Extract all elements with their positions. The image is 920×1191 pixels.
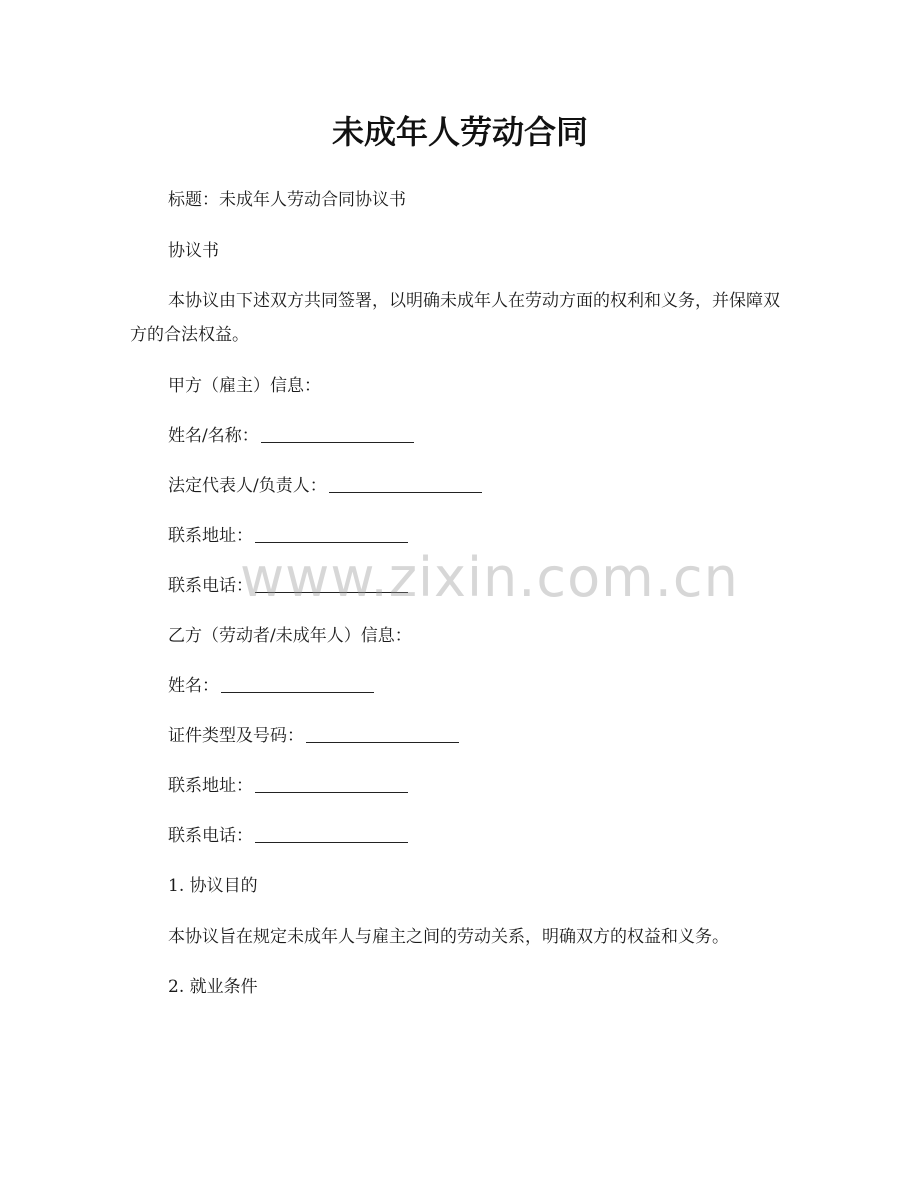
subtitle-line: 标题：未成年人劳动合同协议书	[168, 190, 406, 210]
party-b-phone-label: 联系电话：	[168, 826, 253, 846]
party-a-rep-field	[168, 469, 788, 503]
party-b-phone-field	[168, 819, 788, 853]
party-b-name-blank	[221, 674, 374, 693]
party-b-address-field	[168, 769, 788, 803]
party-b-heading: 乙方（劳动者/未成年人）信息：	[168, 626, 412, 646]
section-1-body: 本协议旨在规定未成年人与雇主之间的劳动关系，明确双方的权益和义务。	[168, 927, 729, 947]
party-b-id-field	[168, 719, 788, 753]
party-b-id-blank	[306, 724, 459, 743]
party-b-phone-blank	[255, 824, 408, 843]
section-1-heading: 1. 协议目的	[168, 876, 258, 896]
agreement-heading: 协议书	[168, 241, 219, 261]
party-b-id-label: 证件类型及号码：	[168, 726, 304, 746]
party-b-address-label: 联系地址：	[168, 776, 253, 796]
party-b-name-label: 姓名：	[168, 676, 219, 696]
intro-paragraph: 本协议由下述双方共同签署，以明确未成年人在劳动方面的权利和义务，并保障双方的合法权益。	[130, 291, 780, 345]
party-a-name-blank	[261, 424, 414, 443]
watermark: www.zixin.com.cn	[240, 546, 739, 609]
party-b-address-blank	[255, 774, 408, 793]
section-2-heading: 2. 就业条件	[168, 977, 258, 997]
party-a-heading: 甲方（雇主）信息：	[168, 376, 321, 396]
party-a-phone-label: 联系电话：	[168, 576, 253, 596]
party-b-name-field	[168, 669, 788, 703]
party-a-rep-label: 法定代表人/负责人：	[168, 476, 327, 496]
party-a-rep-blank	[329, 474, 482, 493]
document-title: 未成年人劳动合同	[331, 113, 588, 151]
party-a-address-blank	[255, 524, 408, 543]
party-a-name-label: 姓名/名称：	[168, 426, 259, 446]
party-a-name-field	[168, 419, 788, 453]
party-a-address-label: 联系地址：	[168, 526, 253, 546]
